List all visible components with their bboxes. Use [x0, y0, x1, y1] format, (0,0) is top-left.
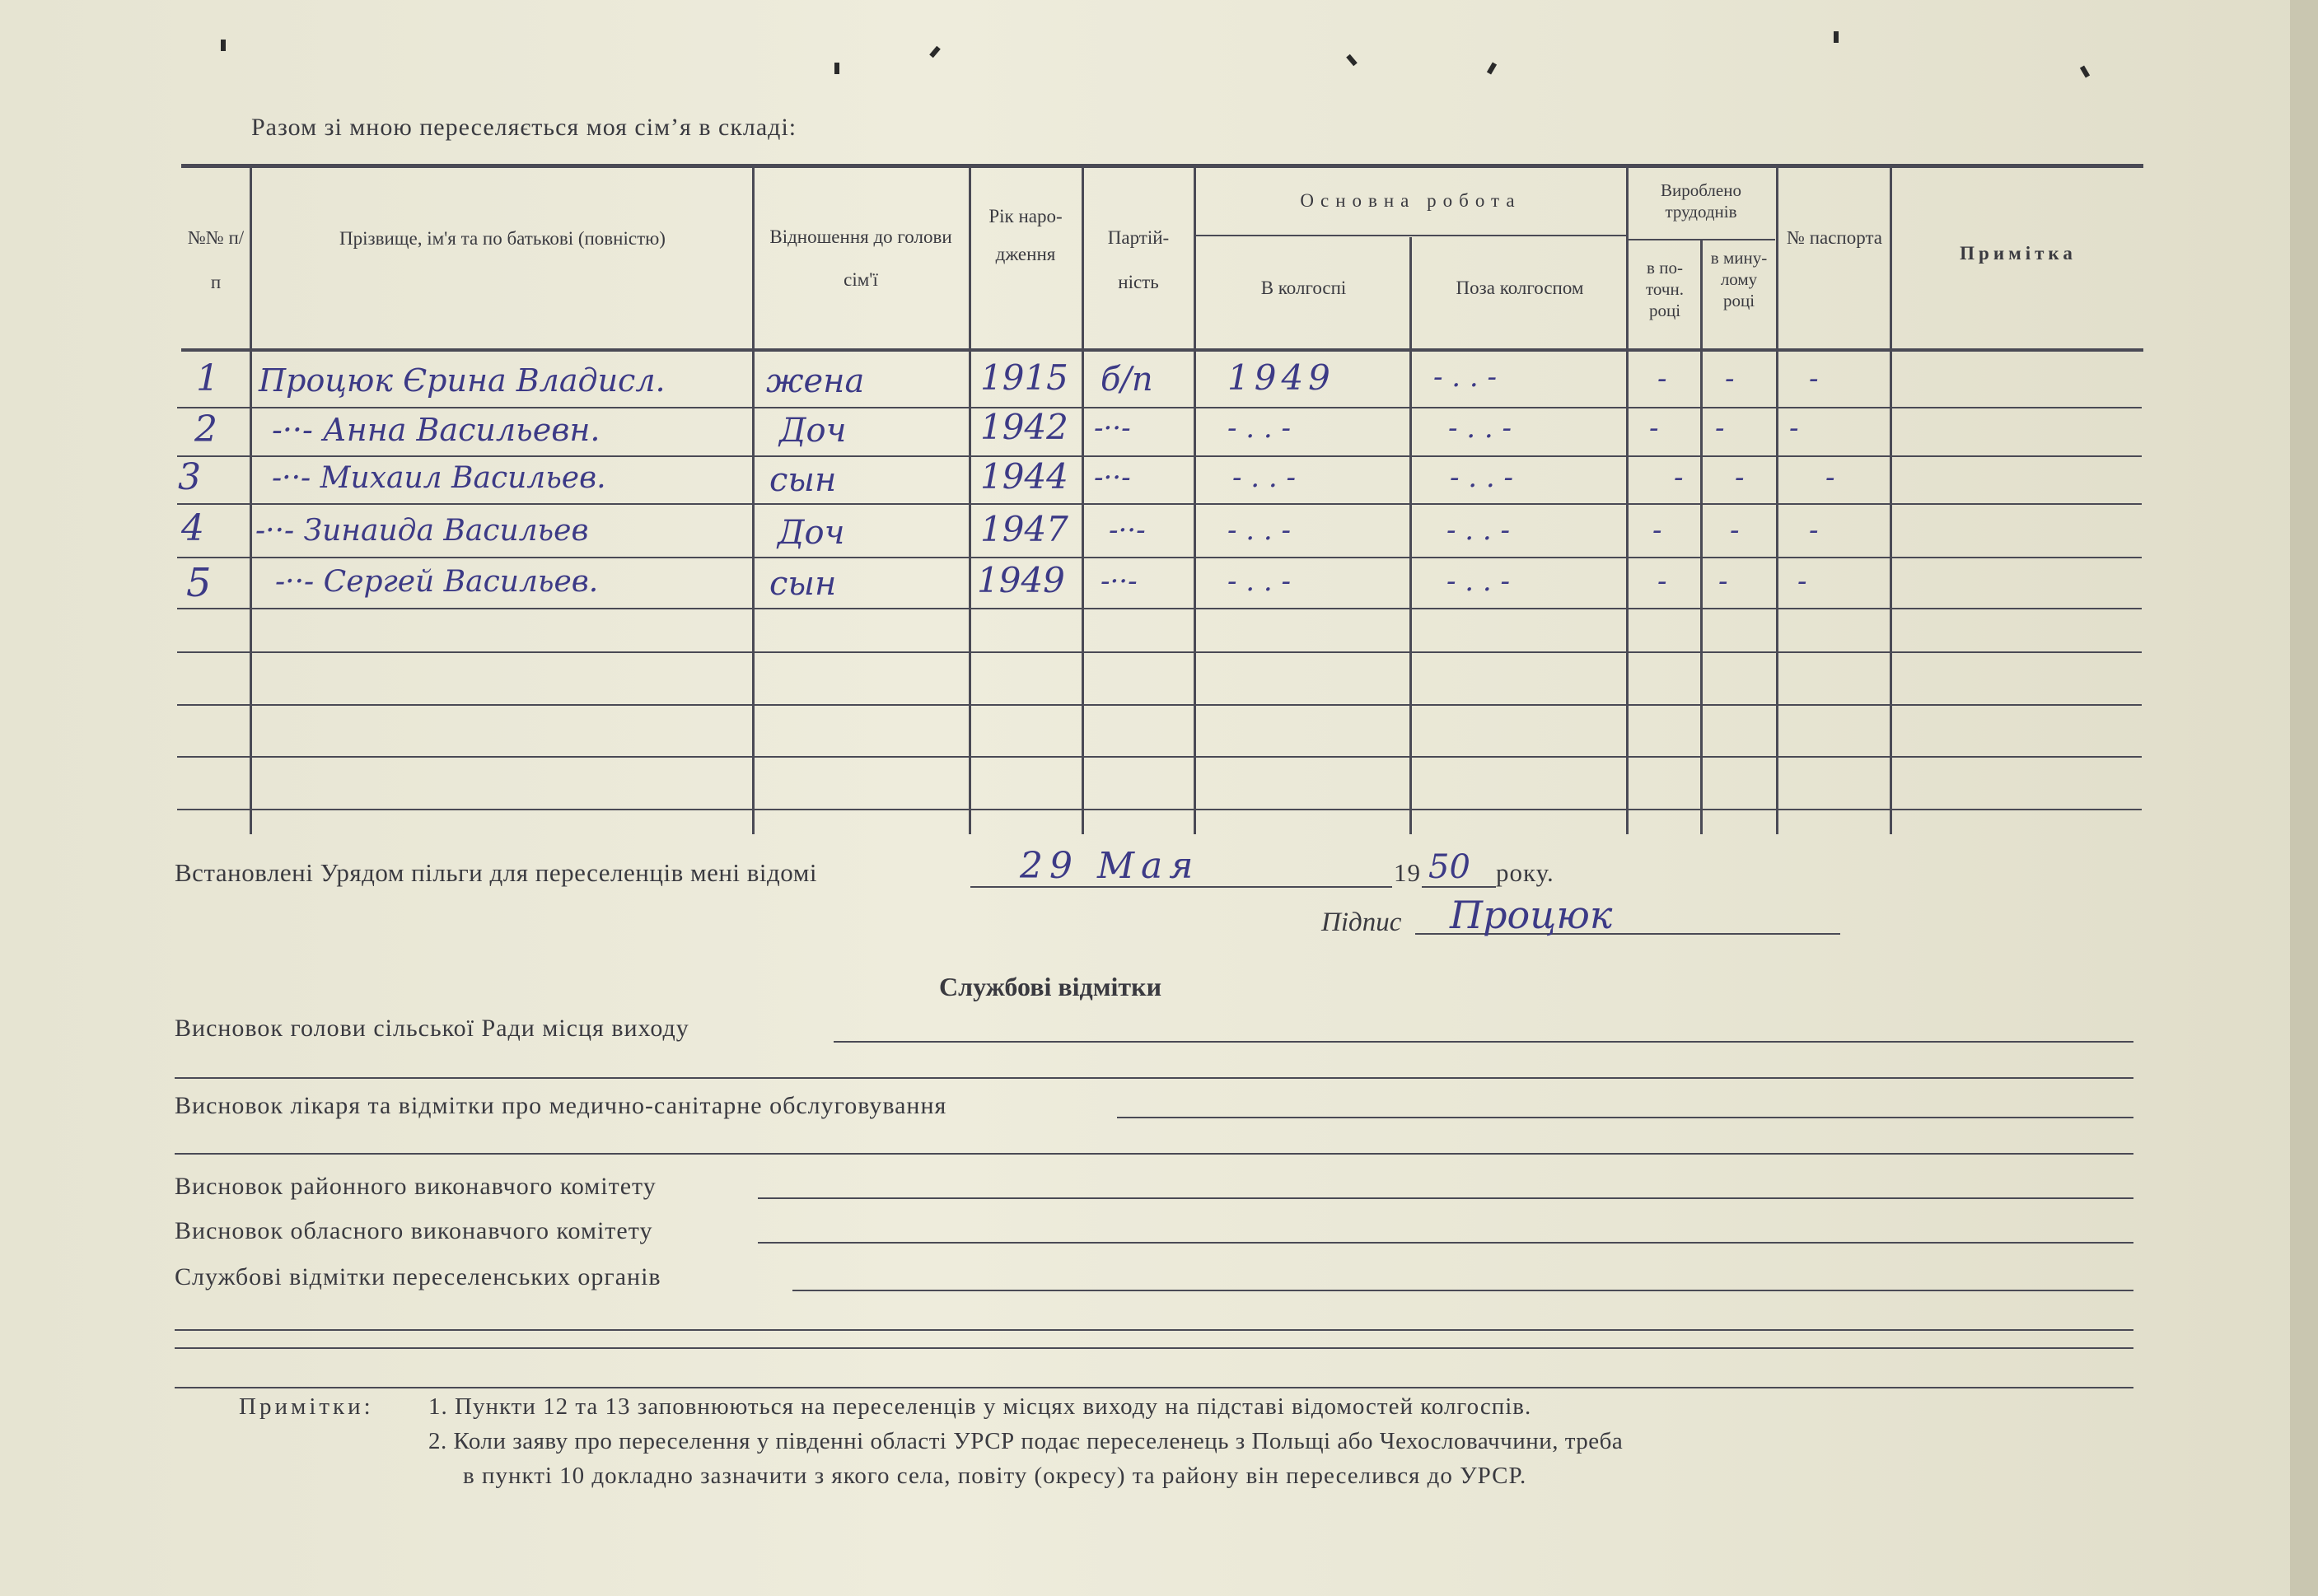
row-in-kolhosp: - . . -: [1227, 565, 1292, 598]
signature-value: Процюк: [1450, 893, 1613, 937]
header-outside-kolhosp: Поза колгоспом: [1456, 278, 1584, 298]
ink-mark: [221, 40, 226, 51]
row-passport: -: [1809, 514, 1819, 547]
row-relation: жена: [766, 362, 865, 400]
service-item-doctor: Висновок лікаря та відмітки про медично-санітарне обслуговування: [175, 1092, 947, 1119]
header-year: Рік наро- дження: [988, 206, 1063, 264]
header-last-year: в мину- лому році: [1710, 248, 1768, 310]
row-in-kolhosp: - . . -: [1227, 412, 1292, 445]
signature-label: Підпис: [1321, 908, 1402, 937]
header-in-kolhosp: В колгоспі: [1260, 278, 1347, 298]
row-relation: Доч: [778, 514, 845, 552]
page-edge: [2290, 0, 2318, 1596]
row-passport: -: [1809, 362, 1819, 395]
header-num: №№ п/п: [187, 227, 245, 292]
row-cur: -: [1674, 461, 1684, 494]
row-party: -··-: [1101, 565, 1138, 598]
year-prefix: 19: [1394, 858, 1421, 887]
header-party: Партій- ність: [1107, 227, 1170, 292]
ink-mark: [834, 63, 839, 74]
ink-mark: [1834, 31, 1839, 43]
year-suffix: року.: [1496, 858, 1554, 887]
row-relation: Доч: [779, 412, 847, 450]
intro-text: Разом зі мною переселяється моя сім’я в складі:: [251, 114, 797, 141]
row-name: -··- Михаил Васильев.: [272, 461, 606, 495]
privileges-text: Встановлені Урядом пільги для переселенців мені відомі: [175, 858, 817, 887]
row-outside: - . . -: [1446, 514, 1511, 547]
row-passport: -: [1825, 461, 1835, 494]
row-name: Процюк Єрина Владисл.: [259, 362, 666, 399]
row-in-kolhosp: 1949: [1227, 357, 1335, 398]
row-cur: -: [1649, 412, 1659, 445]
row-outside: - . . -: [1450, 461, 1514, 494]
row-passport: -: [1789, 412, 1799, 445]
row-outside: - . . -: [1446, 565, 1511, 598]
row-last: -: [1715, 412, 1725, 445]
header-workdays: Вироблено трудоднів: [1661, 180, 1741, 222]
row-cur: -: [1652, 514, 1662, 547]
row-in-kolhosp: - . . -: [1227, 514, 1292, 547]
privileges-date: 29 Мая: [1020, 845, 1200, 887]
row-last: -: [1730, 514, 1740, 547]
ink-mark: [1487, 62, 1497, 74]
row-passport: -: [1797, 565, 1807, 598]
row-outside: - . . -: [1433, 361, 1498, 394]
note-item-2-cont: в пункті 10 докладно зазначити з якого села, повіту (окресу) та району він переселився до УРСР.: [463, 1463, 1527, 1489]
row-num: 4: [181, 507, 204, 549]
header-name: Прізвище, ім'я та по батькові (повністю): [339, 228, 666, 249]
row-num: 3: [178, 456, 201, 498]
note-item-1: 1. Пункти 12 та 13 заповнюються на переселенців у місцях виходу на підставі відомостей колгоспів.: [428, 1393, 1532, 1420]
row-name: -··- Зинаида Васильев: [255, 514, 589, 548]
row-last: -: [1735, 461, 1745, 494]
ink-mark: [2080, 65, 2090, 77]
service-item-oblast: Висновок обласного виконавчого комітету: [175, 1217, 653, 1244]
row-party: -··-: [1109, 514, 1146, 547]
row-cur: -: [1657, 565, 1667, 598]
row-year: 1942: [980, 407, 1068, 447]
row-relation: сын: [769, 565, 837, 603]
row-name: -··- Анна Васильевн.: [272, 412, 601, 448]
row-num: 5: [186, 560, 212, 606]
row-year: 1949: [977, 560, 1065, 600]
row-year: 1915: [980, 357, 1068, 398]
row-relation: сын: [769, 461, 837, 499]
service-item-resettlement: Службові відмітки переселенських органів: [175, 1263, 661, 1290]
row-party: б/п: [1101, 361, 1153, 399]
row-cur: -: [1657, 362, 1667, 395]
ink-mark: [929, 46, 941, 58]
row-num: 2: [194, 408, 217, 450]
row-outside: - . . -: [1448, 412, 1512, 445]
header-current-year: в по- точн. році: [1646, 258, 1684, 320]
row-party: -··-: [1094, 412, 1131, 445]
row-last: -: [1718, 565, 1728, 598]
row-num: 1: [196, 357, 219, 399]
header-passport: № паспорта: [1787, 227, 1882, 248]
row-in-kolhosp: - . . -: [1232, 461, 1297, 494]
year-hand: 50: [1428, 848, 1470, 886]
header-main-work: Основна робота: [1300, 190, 1521, 211]
row-name: -··- Сергей Васильев.: [275, 565, 599, 599]
header-relation: Відношення до голови сім'ї: [769, 226, 952, 290]
ink-mark: [1346, 54, 1358, 67]
header-note: Примітка: [1960, 243, 2077, 264]
service-item-village-council: Висновок голови сільської Ради місця виходу: [175, 1015, 689, 1042]
row-year: 1944: [980, 456, 1068, 497]
notes-label: Примітки:: [239, 1393, 374, 1420]
row-party: -··-: [1094, 461, 1131, 494]
service-item-district: Висновок районного виконавчого комітету: [175, 1173, 657, 1200]
row-last: -: [1725, 362, 1735, 395]
service-title: Службові відмітки: [939, 972, 1162, 1001]
row-year: 1947: [980, 509, 1068, 549]
note-item-2: 2. Коли заяву про переселення у південні області УРСР подає переселенець з Польщі або Чехословаччини, треба: [428, 1428, 1624, 1454]
